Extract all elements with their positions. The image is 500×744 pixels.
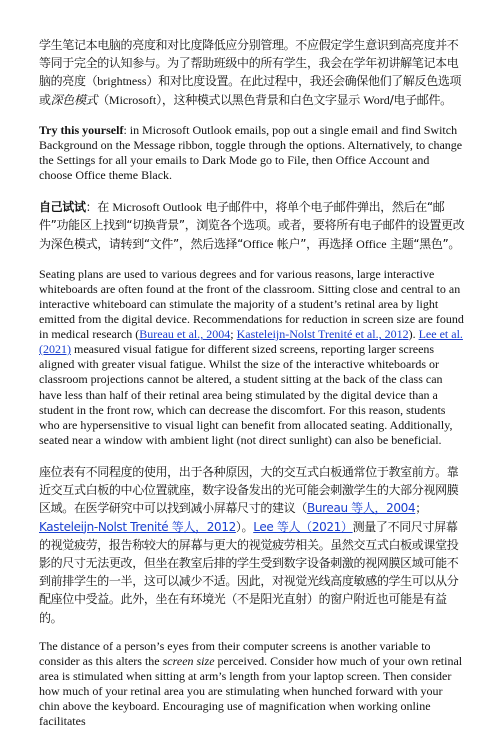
- term-screen-size: screen size: [162, 653, 215, 668]
- text-run: 测量了不同尺寸屏幕的视觉疲劳，报告称较大的屏幕与更大的视觉疲劳相关。虽然交互式白板或课堂投影的尺寸无法更改，但坐在教室后排的学生受到数字设备刺激的视网膜区域可能不到前排学生的一半，这可以减少不适。因此，对视觉光线高度敏感的学生可以从分配座位中受益。此外，坐在有环境光（不是阳光直射）的窗户附近也可能是有益的。: [39, 519, 459, 625]
- term-dark-mode: 深色模式: [50, 92, 98, 107]
- text-run: ）和对比度设置。在此过程中，我还会确保他们了解反色选项或: [39, 74, 462, 107]
- paragraph-laptop-brightness-zh: [39, 36, 465, 109]
- text-run: 主题“黑色”。: [386, 236, 461, 251]
- text-run: Seating plans are used to various degrees and for various reasons, large interactive whiteboards are often found at the front of the classroom. Sitting close and central to an interactive whiteboard can stimulate the majority of a student’s retinal area by light emitted from the digital device. Recommendations for reduction in screen size are found in medical research (: [39, 266, 464, 342]
- document-page: [39, 36, 465, 744]
- term-office: Office: [356, 236, 387, 251]
- citation-link-bureau[interactable]: Bureau et al., 2004: [139, 327, 231, 342]
- text-run: measured visual fatigue for different sized screens, reporting larger screens aligned with greater visual fatigue. Whilst the size of the interactive whiteboards or classroom projections cannot be altered, a student sitting at the back of the class can have less than half of their retinal area being stimulated by the digital device than a student in the front row, which can decrease the discomfort. For this reason, students who are hypersensitive to visual light can benefit from allocated seating. Additionally, seated near a window with ambient light (not direct sunlight) can also be beneficial.: [39, 342, 453, 447]
- text-run: 座位表有不同程度的使用，出于各种原因，大的交互式白板通常位于教室前方。靠近交互式白板的中心位置就座，数字设备发出的光可能会刺激学生的大部分视网膜区域。在医学研究中可以找到减小屏幕尺寸的建议（: [39, 464, 459, 516]
- paragraph-screen-distance-en: [39, 639, 465, 730]
- text-run: : in Microsoft Outlook emails, pop out a single email and find Switch Background on the Message ribbon, toggle through the options. Alternatively, to change the Settings for all your emails to Dark Mode go to File, then Office Account and choose Office theme Black.: [39, 122, 463, 183]
- text-run: 电子邮件中，将单个电子邮件弹出，然后在“邮件”功能区上找到“切换背景”，浏览各个选项。或者，要将所有电子邮件的设置更改为深色模式，请转到“文件”，然后选择“: [39, 200, 465, 251]
- term-office: Office: [243, 236, 274, 251]
- text-run: ;: [230, 327, 237, 342]
- text-run: 学生笔记本电脑的亮度和对比度降低应分别管理。不应假定学生意识到高亮度并不等同于完全的认知参与。为了帮助班级中的所有学生，我会在学年初讲解笔记本电脑的亮度（: [39, 38, 459, 89]
- text-run: ).: [408, 327, 419, 342]
- text-run: ：在: [85, 200, 113, 215]
- term-outlook: Microsoft Outlook: [112, 200, 203, 215]
- text-run: 帐户”，再选择: [273, 236, 357, 251]
- text-run: （: [97, 92, 109, 107]
- text-run: ）。: [235, 519, 254, 534]
- text-run: perceived. Consider how much of your own retinal area is stimulated when sitting at arm’s length from your laptop screen. Then consider how much of your retinal area you are stimulating when hunched forward with your chin above the keyboard. Encouraging use of magnification when working online facilitates: [39, 653, 463, 729]
- term-word: Word: [363, 92, 390, 107]
- paragraph-try-this-yourself-en: [39, 123, 465, 183]
- try-label: 自己试试: [39, 200, 86, 215]
- text-run: ），这种模式以黑色背景和白色文字显示: [156, 92, 364, 107]
- paragraph-seating-zh: [39, 463, 465, 627]
- text-run: The distance of a person’s eyes from their computer screens is another variable to consider as this alters the: [39, 638, 431, 668]
- text-run: ；: [415, 501, 427, 516]
- citation-link-bureau[interactable]: Bureau 等人，2004: [306, 501, 416, 516]
- text-run: /电子邮件。: [389, 92, 452, 107]
- term-microsoft: Microsoft: [108, 92, 157, 107]
- citation-link-lee[interactable]: Lee 等人（2021）: [253, 519, 353, 534]
- citation-link-lee[interactable]: Lee et al. (2021): [39, 327, 463, 357]
- citation-link-kasteleijn[interactable]: Kasteleijn-Nolst Trenité et al., 2012: [236, 327, 409, 342]
- paragraph-try-this-yourself-zh: [39, 198, 465, 253]
- paragraph-seating-en: [39, 267, 465, 448]
- try-label: Try this yourself: [39, 122, 124, 137]
- term-brightness: brightness: [97, 74, 147, 89]
- citation-link-kasteleijn[interactable]: Kasteleijn-Nolst Trenité 等人，2012: [39, 519, 236, 534]
